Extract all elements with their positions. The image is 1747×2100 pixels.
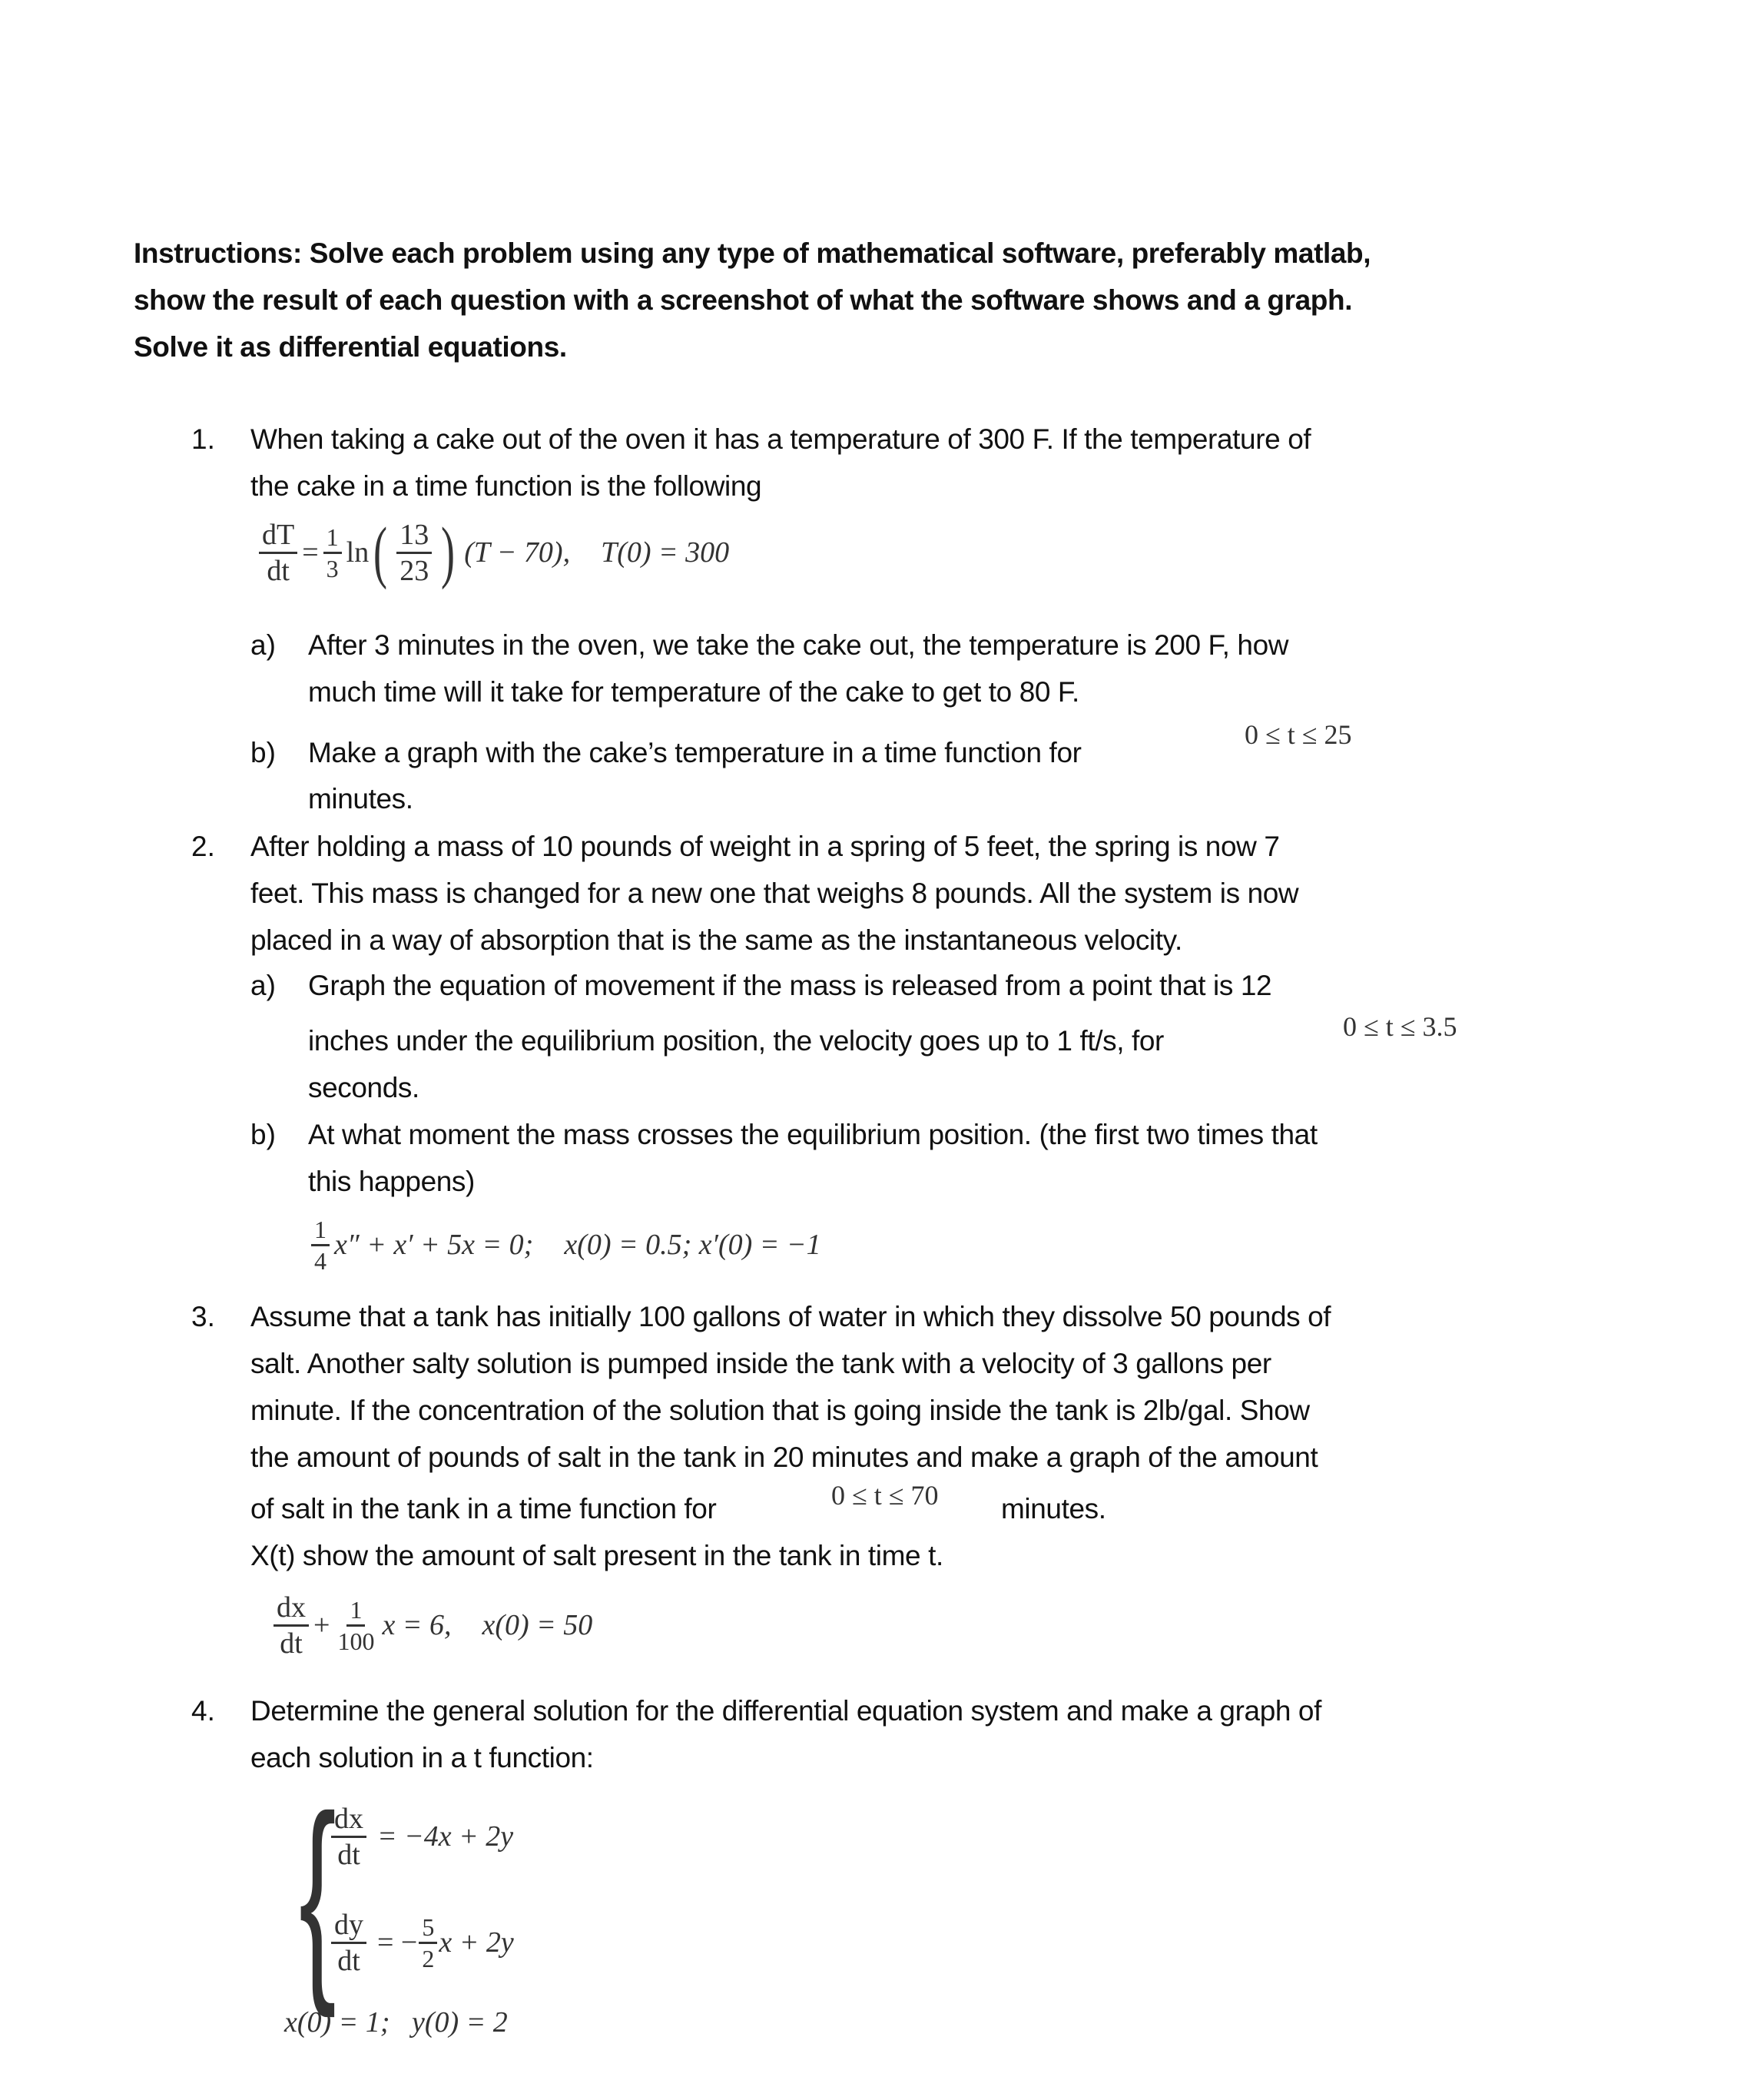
problem-4-text: each solution in a t function: [250, 1742, 594, 1773]
eq-plus: + [313, 1609, 330, 1641]
eq-initial-condition: x(0) = 1; y(0) = 2 [284, 2006, 508, 2039]
eq-numerator: dT [259, 520, 297, 554]
problem-2-equation [311, 1206, 821, 1283]
problem-4-number: 4. [191, 1695, 215, 1727]
eq-initial-condition: x(0) = 50 [482, 1609, 593, 1641]
problem-3-number: 3. [191, 1301, 215, 1332]
part-2a-range: 0 ≤ t ≤ 3.5 [1343, 1011, 1457, 1042]
part-2b-label: b) [250, 1119, 276, 1150]
system-equation-1 [327, 1798, 513, 1875]
part-1b-text: Make a graph with the cake’s temperature in a time function for [308, 737, 1082, 768]
problem-3-text: minutes. [1001, 1493, 1106, 1524]
part-1b-label: b) [250, 737, 276, 768]
eq-numerator: dy [331, 1910, 366, 1944]
problem-3-range: 0 ≤ t ≤ 70 [831, 1480, 939, 1511]
part-2b-text: At what moment the mass crosses the equilibrium position. (the first two times that [308, 1119, 1318, 1150]
eq-initial-condition: x(0) = 0.5; x′(0) = −1 [564, 1229, 821, 1261]
problem-3-text: minute. If the concentration of the solution that is going inside the tank is 2lb/gal. Show [250, 1395, 1310, 1426]
part-1b-range: 0 ≤ t ≤ 25 [1245, 719, 1352, 750]
part-1a-text: much time will it take for temperature of the cake to get to 80 F. [308, 676, 1079, 708]
problem-2-text: feet. This mass is changed for a new one that weighs 8 pounds. All the system is now [250, 877, 1299, 909]
eq-denominator: dt [280, 1627, 303, 1660]
eq-initial-condition: T(0) = 300 [601, 536, 730, 569]
part-2a-text: Graph the equation of movement if the mass is released from a point that is 12 [308, 970, 1272, 1001]
eq-numerator: 1 [346, 1597, 365, 1627]
eq-rhs: = −4x + 2y [377, 1820, 514, 1853]
eq-ln: ln [346, 536, 370, 569]
problem-2-text: placed in a way of absorption that is the same as the instantaneous velocity. [250, 924, 1182, 956]
eq-denominator: dt [337, 1944, 360, 1977]
system-equation-2 [327, 1904, 514, 1981]
instructions-line-1: Instructions: Solve each problem using any type of mathematical software, preferably matlab, [134, 237, 1371, 269]
problem-1-text: the cake in a time function is the following [250, 470, 762, 502]
eq-numerator: 5 [419, 1915, 437, 1944]
eq-numerator: 13 [396, 520, 432, 554]
problem-2-text: After holding a mass of 10 pounds of weight in a spring of 5 feet, the spring is now 7 [250, 831, 1280, 862]
problem-2-number: 2. [191, 831, 215, 862]
eq-body: x″ + x′ + 5x = 0; [334, 1229, 534, 1261]
eq-denominator: 3 [326, 554, 339, 582]
eq-denominator: 4 [314, 1246, 327, 1275]
instructions-line-3: Solve it as differential equations. [134, 331, 567, 363]
eq-denominator: 100 [337, 1627, 375, 1655]
eq-denominator: dt [267, 554, 290, 587]
problem-3-equation [269, 1587, 592, 1664]
problem-3-text: X(t) show the amount of salt present in the tank in time t. [250, 1540, 943, 1571]
problem-1-number: 1. [191, 423, 215, 455]
eq-numerator: dx [331, 1804, 366, 1838]
eq-denominator: 23 [399, 554, 429, 587]
problem-3-text: of salt in the tank in a time function for [250, 1493, 717, 1524]
part-1a-label: a) [250, 629, 276, 661]
system-initial-conditions [284, 2005, 508, 2039]
eq-numerator: dx [273, 1593, 309, 1627]
eq-numerator: 1 [311, 1217, 330, 1246]
system-brace: { [299, 1770, 336, 2019]
eq-numerator: 1 [323, 525, 342, 554]
eq-rest: x = 6, [382, 1609, 452, 1641]
problem-4-text: Determine the general solution for the differential equation system and make a graph of [250, 1695, 1321, 1727]
problem-3-text: the amount of pounds of salt in the tank in 20 minutes and make a graph of the amount [250, 1441, 1318, 1473]
eq-rhs: x + 2y [439, 1926, 514, 1959]
eq-prefix: = − [377, 1926, 418, 1959]
eq-rest: (T − 70), [464, 536, 571, 569]
eq-equals: = [302, 536, 319, 569]
problem-1-text: When taking a cake out of the oven it has a temperature of 300 F. If the temperature of [250, 423, 1311, 455]
part-2a-text: inches under the equilibrium position, the velocity goes up to 1 ft/s, for [308, 1025, 1164, 1057]
instructions-line-2: show the result of each question with a screenshot of what the software shows and a graph. [134, 284, 1353, 316]
part-2b-text: this happens) [308, 1166, 475, 1197]
part-2a-text: seconds. [308, 1072, 419, 1103]
problem-3-text: salt. Another salty solution is pumped inside the tank with a velocity of 3 gallons per [250, 1348, 1271, 1379]
part-2a-label: a) [250, 970, 276, 1001]
problem-3-text: Assume that a tank has initially 100 gallons of water in which they dissolve 50 pounds of [250, 1301, 1331, 1332]
eq-denominator: 2 [422, 1944, 435, 1972]
eq-denominator: dt [337, 1838, 360, 1871]
part-1a-text: After 3 minutes in the oven, we take the cake out, the temperature is 200 F, how [308, 629, 1289, 661]
problem-1-equation: $\frac{dT}{dt}$ = $\frac{1}{3}$ ln ( $\frac{13}{23}$ ) (T − 70), T(0) = 300 [254, 510, 729, 595]
part-1b-text: minutes. [308, 783, 413, 814]
